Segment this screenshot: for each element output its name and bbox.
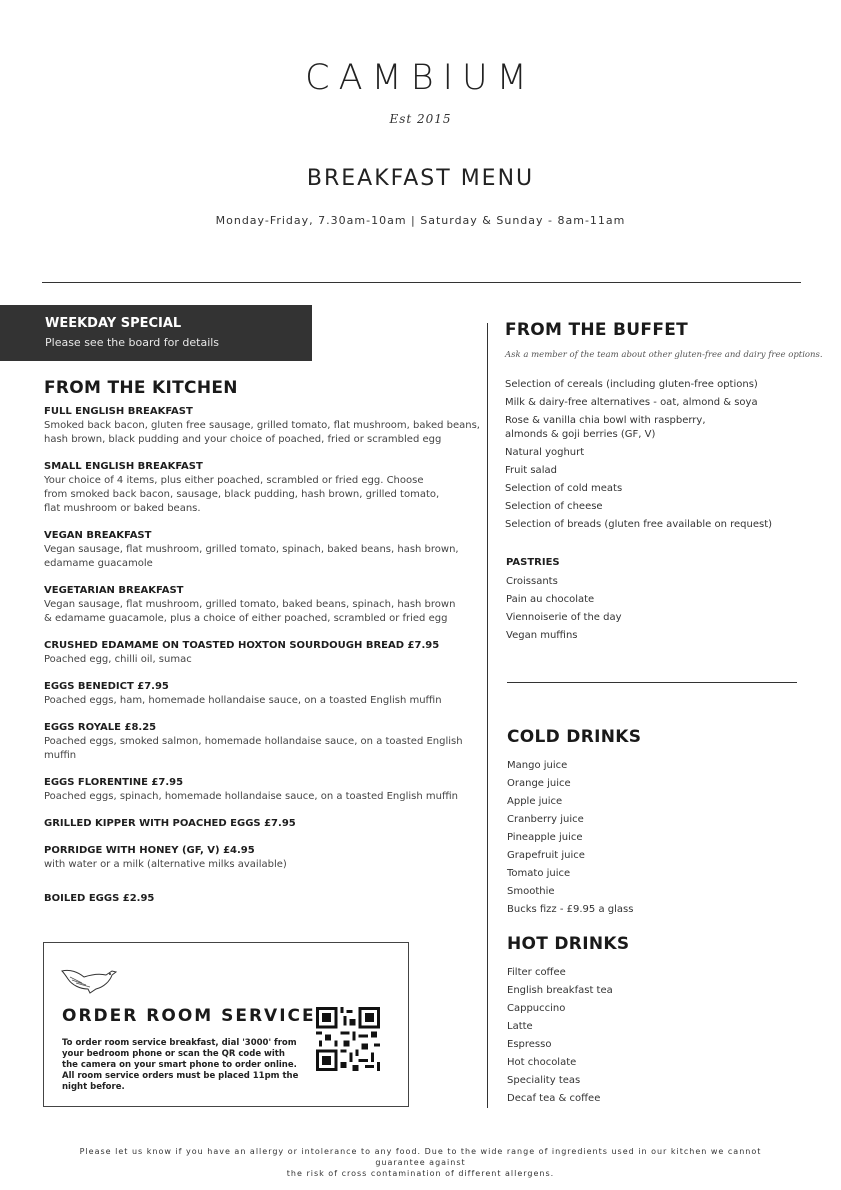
menu-item-desc: Your choice of 4 items, plus either poached, scrambled or fried egg. Choose from smoked back bacon, sausage, black pudding, hash brown, grilled tomato, flat mushroom or baked beans. bbox=[44, 475, 440, 514]
list-item: Filter coffee bbox=[507, 967, 566, 978]
menu-item-desc: Vegan sausage, flat mushroom, grilled tomato, spinach, baked beans, hash brown, edamame guacamole bbox=[44, 544, 459, 569]
cold-drinks-title: COLD DRINKS bbox=[507, 727, 642, 747]
weekday-special-subtitle: Please see the board for details bbox=[45, 336, 220, 349]
weekday-special-title: WEEKDAY SPECIAL bbox=[45, 316, 182, 331]
menu-item bbox=[44, 844, 484, 872]
menu-item-name: VEGETARIAN BREAKFAST bbox=[44, 585, 184, 596]
list-item: Orange juice bbox=[507, 778, 571, 789]
menu-item-name: CRUSHED EDAMAME ON TOASTED HOXTON SOURDOUGH BREAD £7.95 bbox=[44, 640, 440, 651]
menu-item-desc: Poached egg, chilli oil, sumac bbox=[44, 654, 192, 665]
list-item: Rose & vanilla chia bowl with raspberry, bbox=[505, 415, 706, 426]
list-item: Grapefruit juice bbox=[507, 850, 585, 861]
allergy-notice-line1: Please let us know if you have an allergy or intolerance to any food. Due to the wide range of ingredients used in our kitchen we cannot guarantee against bbox=[79, 1147, 762, 1167]
menu-item bbox=[44, 584, 484, 626]
menu-item-desc: Poached eggs, ham, homemade hollandaise sauce, on a toasted English muffin bbox=[44, 695, 442, 706]
list-item: Smoothie bbox=[507, 886, 555, 897]
menu-item-desc: with water or a milk (alternative milks available) bbox=[44, 859, 287, 870]
menu-item bbox=[44, 776, 484, 804]
list-item: Decaf tea & coffee bbox=[507, 1093, 601, 1104]
room-service-instructions: To order room service breakfast, dial '3000' from your bedroom phone or scan the QR code with the camera on your smart phone to order online. All room service orders must be placed 11pm the night before. bbox=[62, 1038, 299, 1092]
hot-drinks-list bbox=[507, 964, 807, 1108]
menu-item-name: GRILLED KIPPER WITH POACHED EGGS £7.95 bbox=[44, 818, 296, 829]
list-item: Croissants bbox=[506, 576, 558, 587]
menu-item-name: FULL ENGLISH BREAKFAST bbox=[44, 406, 193, 417]
list-item: almonds & goji berries (GF, V) bbox=[505, 429, 656, 440]
buffet-note: Ask a member of the team about other gluten-free and dairy free options. bbox=[505, 350, 823, 360]
menu-item bbox=[44, 892, 484, 906]
list-item: Cranberry juice bbox=[507, 814, 584, 825]
allergy-notice-line2: the risk of cross contamination of different allergens. bbox=[286, 1169, 555, 1178]
kitchen-section-title: FROM THE KITCHEN bbox=[44, 378, 238, 398]
menu-item-desc: Smoked back bacon, gluten free sausage, grilled tomato, flat mushroom, baked beans, hash brown, black pudding and your choice of poached, fried or scrambled egg bbox=[44, 420, 480, 445]
menu-item bbox=[44, 721, 484, 763]
menu-item-name: EGGS ROYALE £8.25 bbox=[44, 722, 157, 733]
menu-item-desc: Poached eggs, spinach, homemade hollandaise sauce, on a toasted English muffin bbox=[44, 791, 458, 802]
list-item: Speciality teas bbox=[507, 1075, 581, 1086]
pastries-title: PASTRIES bbox=[506, 557, 560, 568]
list-item: English breakfast tea bbox=[507, 985, 613, 996]
buffet-list bbox=[505, 376, 805, 534]
list-item: Natural yoghurt bbox=[505, 447, 585, 458]
bird-icon bbox=[60, 963, 118, 997]
menu-item bbox=[44, 405, 484, 447]
list-item: Bucks fizz - £9.95 a glass bbox=[507, 904, 634, 915]
weekday-special-banner bbox=[0, 305, 312, 361]
list-item: Selection of cereals (including gluten-free options) bbox=[505, 379, 758, 390]
menu-item-name: PORRIDGE WITH HONEY (GF, V) £4.95 bbox=[44, 845, 255, 856]
list-item: Milk & dairy-free alternatives - oat, almond & soya bbox=[505, 397, 758, 408]
menu-item-name: BOILED EGGS £2.95 bbox=[44, 893, 155, 904]
kitchen-menu-list bbox=[44, 405, 484, 919]
list-item: Selection of cheese bbox=[505, 501, 603, 512]
menu-item bbox=[44, 680, 484, 708]
list-item: Selection of breads (gluten free available on request) bbox=[505, 519, 773, 530]
menu-item-name: EGGS BENEDICT £7.95 bbox=[44, 681, 169, 692]
header-divider bbox=[42, 282, 801, 283]
menu-item-name: SMALL ENGLISH BREAKFAST bbox=[44, 461, 203, 472]
hot-drinks-title: HOT DRINKS bbox=[507, 934, 630, 954]
list-item: Latte bbox=[507, 1021, 533, 1032]
menu-item-name: VEGAN BREAKFAST bbox=[44, 530, 152, 541]
list-item: Fruit salad bbox=[505, 465, 557, 476]
list-item: Espresso bbox=[507, 1039, 552, 1050]
menu-item bbox=[44, 529, 484, 571]
section-divider bbox=[507, 682, 797, 683]
established-year: Est 2015 bbox=[389, 112, 452, 126]
column-divider bbox=[487, 323, 488, 1108]
list-item: Mango juice bbox=[507, 760, 568, 771]
menu-item-desc: Poached eggs, smoked salmon, homemade hollandaise sauce, on a toasted English muffin bbox=[44, 736, 463, 761]
page-title: BREAKFAST MENU bbox=[306, 166, 535, 191]
menu-item bbox=[44, 639, 484, 667]
buffet-section-title: FROM THE BUFFET bbox=[505, 320, 689, 340]
list-item: Vegan muffins bbox=[506, 630, 578, 641]
menu-item-desc: Vegan sausage, flat mushroom, grilled tomato, baked beans, spinach, hash brown & edamame guacamole, plus a choice of either poached, scrambled or fried egg bbox=[44, 599, 456, 624]
list-item: Cappuccino bbox=[507, 1003, 566, 1014]
brand-logo: CAMBIUM bbox=[305, 58, 536, 98]
list-item: Tomato juice bbox=[507, 868, 571, 879]
opening-hours: Monday-Friday, 7.30am-10am | Saturday & Sunday - 8am-11am bbox=[215, 214, 626, 227]
room-service-title: ORDER ROOM SERVICE bbox=[62, 1006, 316, 1026]
list-item: Pain au chocolate bbox=[506, 594, 595, 605]
room-service-box bbox=[43, 942, 409, 1107]
list-item: Apple juice bbox=[507, 796, 563, 807]
menu-item-name: EGGS FLORENTINE £7.95 bbox=[44, 777, 184, 788]
list-item: Selection of cold meats bbox=[505, 483, 623, 494]
list-item: Viennoiserie of the day bbox=[506, 612, 622, 623]
list-item: Hot chocolate bbox=[507, 1057, 577, 1068]
qr-code-icon[interactable] bbox=[316, 1007, 380, 1071]
menu-item bbox=[44, 817, 484, 831]
allergy-footer bbox=[60, 1146, 781, 1179]
cold-drinks-list bbox=[507, 757, 807, 919]
list-item: Pineapple juice bbox=[507, 832, 583, 843]
menu-item bbox=[44, 460, 484, 516]
pastries-list bbox=[506, 573, 806, 645]
